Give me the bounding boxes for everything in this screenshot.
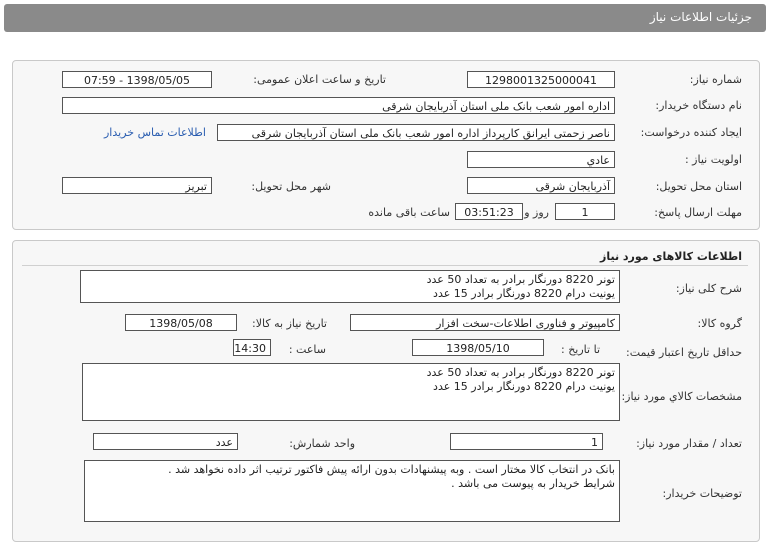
spec-label: مشخصات کالاي مورد نیاز:	[621, 390, 742, 403]
group-field[interactable]: کامپیوتر و فناوری اطلاعات-سخت افزار	[350, 314, 620, 331]
validity-label: حداقل تاریخ اعتبار قیمت:	[626, 346, 742, 359]
city-label: شهر محل تحویل:	[251, 180, 331, 193]
announce-date-field[interactable]: 1398/05/05 - 07:59	[62, 71, 212, 88]
creator-field[interactable]: ناصر زحمتی ایرانق کارپرداز اداره امور شعب بانک ملی استان آذربایجان شرقی	[217, 124, 615, 141]
validity-time-field[interactable]: 14:30	[233, 339, 271, 356]
section-divider	[22, 265, 748, 266]
validity-hour-label: ساعت :	[288, 343, 326, 356]
days-unit-label: روز و	[524, 206, 549, 219]
buyer-field[interactable]: اداره امور شعب بانک ملی استان آذربایجان شرقی	[62, 97, 615, 114]
need-date-field[interactable]: 1398/05/08	[125, 314, 237, 331]
notes-label: توضیحات خریدار:	[662, 487, 742, 500]
buyer-contact-link[interactable]: اطلاعات تماس خریدار	[104, 126, 206, 139]
qty-label: تعداد / مقدار مورد نیاز:	[636, 437, 742, 450]
notes-line: شرایط خریدار به پیوست می باشد .	[451, 477, 615, 490]
goods-section-title: اطلاعات کالاهای مورد نیاز	[600, 250, 742, 263]
group-label: گروه کالا:	[697, 317, 742, 330]
time-left-label: ساعت باقی مانده	[368, 206, 450, 219]
announce-date-label: تاریخ و ساعت اعلان عمومی:	[253, 73, 386, 86]
priority-label: اولویت نیاز :	[684, 153, 742, 166]
need-number-field[interactable]: 1298001325000041	[467, 71, 615, 88]
unit-field[interactable]: عدد	[93, 433, 238, 450]
page-title: جزئیات اطلاعات نیاز	[649, 10, 752, 24]
validity-date-field[interactable]: 1398/05/10	[412, 339, 544, 356]
spec-line: یونیت درام 8220 دورنگار برادر 15 عدد	[433, 380, 615, 393]
need-number-label: شماره نیاز:	[689, 73, 742, 86]
days-field[interactable]: 1	[555, 203, 615, 220]
priority-field[interactable]: عادي	[467, 151, 615, 168]
buyer-label: نام دستگاه خریدار:	[655, 99, 742, 112]
notes-line: بانک در انتخاب کالا مختار است . وبه پیشنهادات بدون ارائه پیش فاکتور ترتیب اثر داده نخواهد شد .	[168, 463, 615, 476]
need-date-label: تاریخ نیاز به کالا:	[252, 317, 327, 330]
summary-area[interactable]	[80, 270, 620, 303]
until-date-label: تا تاریخ :	[561, 343, 600, 356]
spec-line: تونر 8220 دورنگار برادر به تعداد 50 عدد	[426, 366, 615, 379]
summary-label: شرح کلی نیاز:	[675, 282, 742, 295]
deadline-label: مهلت ارسال پاسخ:	[654, 206, 742, 219]
page-header	[4, 4, 766, 32]
city-field[interactable]: تبریز	[62, 177, 212, 194]
time-left-field[interactable]: 03:51:23	[455, 203, 523, 220]
spec-area[interactable]	[82, 363, 620, 421]
unit-label: واحد شمارش:	[289, 437, 355, 450]
notes-area[interactable]	[84, 460, 620, 522]
summary-line: یونیت درام 8220 دورنگار برادر 15 عدد	[433, 287, 615, 300]
qty-field[interactable]: 1	[450, 433, 603, 450]
province-field[interactable]: آذربایجان شرقی	[467, 177, 615, 194]
province-label: استان محل تحویل:	[655, 180, 742, 193]
summary-line: تونر 8220 دورنگار برادر به تعداد 50 عدد	[426, 273, 615, 286]
creator-label: ایجاد کننده درخواست:	[640, 126, 742, 139]
